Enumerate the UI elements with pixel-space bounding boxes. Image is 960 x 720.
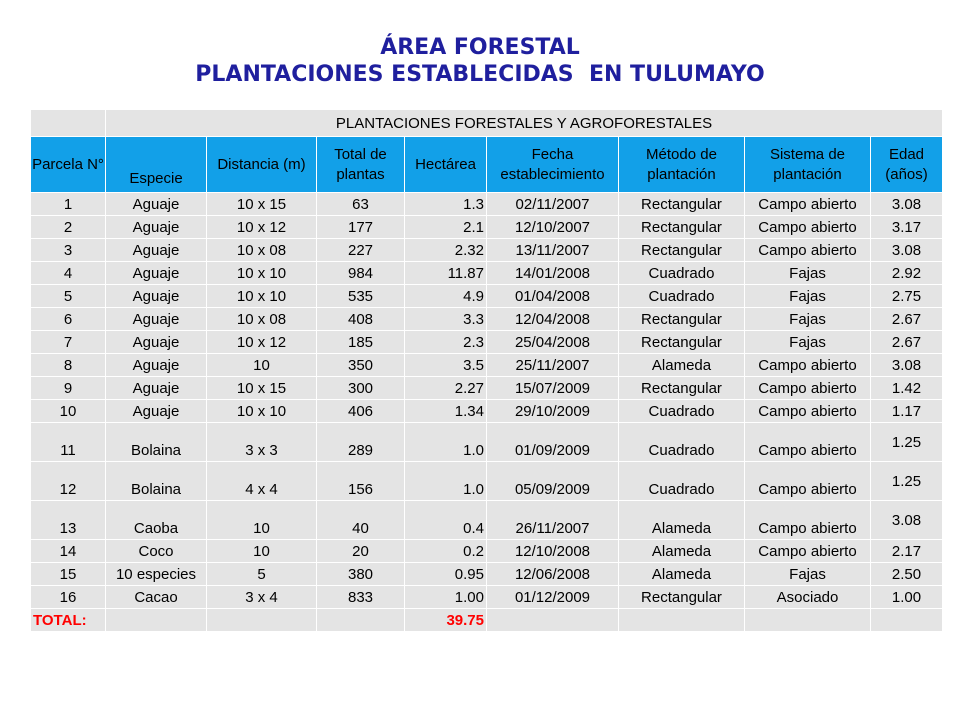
table-row (31, 216, 943, 239)
cell-sistema: Fajas (745, 563, 871, 586)
cell-edad: 2.17 (871, 540, 943, 563)
header-total-plantas: Total de plantas (317, 137, 405, 193)
total-label: TOTAL: (31, 609, 106, 632)
cell-metodo: Alameda (619, 563, 745, 586)
cell-edad: 1.17 (871, 400, 943, 423)
cell-fecha: 26/11/2007 (487, 501, 619, 540)
cell-total-plantas: 984 (317, 262, 405, 285)
cell-fecha: 15/07/2009 (487, 377, 619, 400)
cell-especie: Caoba (106, 501, 207, 540)
cell-parcela: 1 (31, 193, 106, 216)
cell-edad: 3.08 (871, 239, 943, 262)
total-empty-cell (207, 609, 317, 632)
plantations-table (30, 109, 943, 632)
header-sistema: Sistema de plantación (745, 137, 871, 193)
cell-especie: Bolaina (106, 462, 207, 501)
header-parcela: Parcela N° (31, 137, 106, 193)
cell-parcela: 11 (31, 423, 106, 462)
cell-hectarea: 1.0 (405, 462, 487, 501)
table-row (31, 193, 943, 216)
table-row (31, 354, 943, 377)
cell-metodo: Rectangular (619, 308, 745, 331)
cell-especie: Aguaje (106, 377, 207, 400)
cell-parcela: 12 (31, 462, 106, 501)
cell-fecha: 02/11/2007 (487, 193, 619, 216)
cell-distancia: 4 x 4 (207, 462, 317, 501)
header-distancia: Distancia (m) (207, 137, 317, 193)
table-row (31, 501, 943, 540)
cell-total-plantas: 380 (317, 563, 405, 586)
cell-sistema: Fajas (745, 262, 871, 285)
cell-total-plantas: 185 (317, 331, 405, 354)
cell-distancia: 10 x 15 (207, 377, 317, 400)
cell-parcela: 7 (31, 331, 106, 354)
cell-parcela: 6 (31, 308, 106, 331)
cell-metodo: Rectangular (619, 239, 745, 262)
table-row (31, 423, 943, 462)
cell-total-plantas: 63 (317, 193, 405, 216)
cell-fecha: 01/04/2008 (487, 285, 619, 308)
cell-hectarea: 4.9 (405, 285, 487, 308)
table-row (31, 285, 943, 308)
cell-especie: Aguaje (106, 354, 207, 377)
cell-total-plantas: 40 (317, 501, 405, 540)
cell-parcela: 5 (31, 285, 106, 308)
header-hectarea: Hectárea (405, 137, 487, 193)
cell-edad: 2.50 (871, 563, 943, 586)
cell-especie: Aguaje (106, 331, 207, 354)
cell-fecha: 12/06/2008 (487, 563, 619, 586)
cell-parcela: 10 (31, 400, 106, 423)
cell-distancia: 10 x 08 (207, 308, 317, 331)
cell-hectarea: 1.0 (405, 423, 487, 462)
cell-hectarea: 0.2 (405, 540, 487, 563)
cell-parcela: 13 (31, 501, 106, 540)
cell-especie: Coco (106, 540, 207, 563)
header-metodo: Método de plantación (619, 137, 745, 193)
cell-distancia: 10 (207, 540, 317, 563)
cell-edad: 1.25 (871, 462, 943, 501)
total-row (31, 609, 943, 632)
super-header: PLANTACIONES FORESTALES Y AGROFORESTALES (106, 110, 943, 137)
cell-sistema: Campo abierto (745, 423, 871, 462)
cell-distancia: 3 x 3 (207, 423, 317, 462)
header-edad: Edad (años) (871, 137, 943, 193)
cell-hectarea: 0.4 (405, 501, 487, 540)
header-especie: Especie (106, 137, 207, 193)
cell-metodo: Cuadrado (619, 285, 745, 308)
page-title (0, 34, 960, 88)
cell-metodo: Cuadrado (619, 462, 745, 501)
cell-total-plantas: 156 (317, 462, 405, 501)
cell-fecha: 05/09/2009 (487, 462, 619, 501)
cell-metodo: Alameda (619, 501, 745, 540)
cell-hectarea: 2.3 (405, 331, 487, 354)
cell-edad: 2.75 (871, 285, 943, 308)
cell-distancia: 5 (207, 563, 317, 586)
cell-hectarea: 2.27 (405, 377, 487, 400)
cell-especie: Cacao (106, 586, 207, 609)
cell-metodo: Rectangular (619, 216, 745, 239)
table-row (31, 308, 943, 331)
cell-distancia: 3 x 4 (207, 586, 317, 609)
cell-fecha: 12/10/2007 (487, 216, 619, 239)
cell-sistema: Asociado (745, 586, 871, 609)
cell-edad: 3.08 (871, 193, 943, 216)
cell-total-plantas: 20 (317, 540, 405, 563)
cell-hectarea: 11.87 (405, 262, 487, 285)
cell-metodo: Cuadrado (619, 400, 745, 423)
cell-especie: Aguaje (106, 400, 207, 423)
cell-edad: 3.08 (871, 501, 943, 540)
cell-fecha: 01/12/2009 (487, 586, 619, 609)
total-empty-cell (871, 609, 943, 632)
cell-total-plantas: 406 (317, 400, 405, 423)
cell-sistema: Campo abierto (745, 540, 871, 563)
cell-hectarea: 0.95 (405, 563, 487, 586)
cell-fecha: 29/10/2009 (487, 400, 619, 423)
cell-fecha: 12/04/2008 (487, 308, 619, 331)
cell-sistema: Campo abierto (745, 354, 871, 377)
cell-especie: Aguaje (106, 216, 207, 239)
title-line-1: ÁREA FORESTAL (380, 35, 580, 60)
cell-total-plantas: 833 (317, 586, 405, 609)
cell-edad: 2.92 (871, 262, 943, 285)
cell-total-plantas: 177 (317, 216, 405, 239)
cell-total-plantas: 408 (317, 308, 405, 331)
cell-sistema: Campo abierto (745, 193, 871, 216)
total-empty-cell (106, 609, 207, 632)
cell-sistema: Fajas (745, 285, 871, 308)
cell-hectarea: 1.00 (405, 586, 487, 609)
header-row (31, 137, 943, 193)
cell-distancia: 10 x 08 (207, 239, 317, 262)
cell-distancia: 10 x 15 (207, 193, 317, 216)
cell-parcela: 3 (31, 239, 106, 262)
cell-distancia: 10 (207, 501, 317, 540)
total-empty-cell (317, 609, 405, 632)
cell-metodo: Cuadrado (619, 262, 745, 285)
cell-hectarea: 2.1 (405, 216, 487, 239)
cell-metodo: Rectangular (619, 193, 745, 216)
cell-parcela: 9 (31, 377, 106, 400)
table-row (31, 377, 943, 400)
cell-edad: 1.00 (871, 586, 943, 609)
cell-fecha: 01/09/2009 (487, 423, 619, 462)
cell-distancia: 10 x 10 (207, 285, 317, 308)
cell-metodo: Rectangular (619, 586, 745, 609)
cell-sistema: Campo abierto (745, 239, 871, 262)
cell-hectarea: 3.5 (405, 354, 487, 377)
cell-edad: 2.67 (871, 331, 943, 354)
cell-edad: 3.08 (871, 354, 943, 377)
cell-especie: Aguaje (106, 262, 207, 285)
cell-distancia: 10 (207, 354, 317, 377)
cell-fecha: 13/11/2007 (487, 239, 619, 262)
cell-especie: Bolaina (106, 423, 207, 462)
cell-sistema: Campo abierto (745, 400, 871, 423)
cell-parcela: 8 (31, 354, 106, 377)
cell-hectarea: 2.32 (405, 239, 487, 262)
total-empty-cell (619, 609, 745, 632)
cell-sistema: Fajas (745, 308, 871, 331)
table-row (31, 331, 943, 354)
cell-sistema: Campo abierto (745, 377, 871, 400)
cell-hectarea: 1.3 (405, 193, 487, 216)
cell-distancia: 10 x 10 (207, 400, 317, 423)
cell-especie: Aguaje (106, 285, 207, 308)
cell-hectarea: 3.3 (405, 308, 487, 331)
cell-parcela: 16 (31, 586, 106, 609)
table-row (31, 400, 943, 423)
cell-total-plantas: 350 (317, 354, 405, 377)
cell-fecha: 12/10/2008 (487, 540, 619, 563)
cell-edad: 3.17 (871, 216, 943, 239)
cell-metodo: Alameda (619, 540, 745, 563)
cell-total-plantas: 289 (317, 423, 405, 462)
cell-distancia: 10 x 12 (207, 216, 317, 239)
cell-edad: 1.42 (871, 377, 943, 400)
cell-edad: 1.25 (871, 423, 943, 462)
cell-especie: 10 especies (106, 563, 207, 586)
cell-sistema: Campo abierto (745, 216, 871, 239)
cell-fecha: 14/01/2008 (487, 262, 619, 285)
title-line-2: PLANTACIONES ESTABLECIDAS EN TULUMAYO (195, 62, 765, 87)
cell-total-plantas: 227 (317, 239, 405, 262)
cell-distancia: 10 x 12 (207, 331, 317, 354)
cell-total-plantas: 300 (317, 377, 405, 400)
cell-parcela: 15 (31, 563, 106, 586)
cell-edad: 2.67 (871, 308, 943, 331)
cell-especie: Aguaje (106, 239, 207, 262)
cell-total-plantas: 535 (317, 285, 405, 308)
cell-sistema: Fajas (745, 331, 871, 354)
cell-sistema: Campo abierto (745, 501, 871, 540)
table-row (31, 563, 943, 586)
table-row (31, 540, 943, 563)
table-row (31, 462, 943, 501)
table-row (31, 262, 943, 285)
cell-metodo: Alameda (619, 354, 745, 377)
super-header-spacer (31, 110, 106, 137)
total-hectarea: 39.75 (405, 609, 487, 632)
header-fecha: Fecha establecimiento (487, 137, 619, 193)
total-empty-cell (487, 609, 619, 632)
cell-metodo: Rectangular (619, 331, 745, 354)
cell-especie: Aguaje (106, 308, 207, 331)
cell-fecha: 25/04/2008 (487, 331, 619, 354)
cell-distancia: 10 x 10 (207, 262, 317, 285)
cell-parcela: 4 (31, 262, 106, 285)
total-empty-cell (745, 609, 871, 632)
cell-metodo: Rectangular (619, 377, 745, 400)
cell-especie: Aguaje (106, 193, 207, 216)
cell-sistema: Campo abierto (745, 462, 871, 501)
cell-parcela: 2 (31, 216, 106, 239)
cell-hectarea: 1.34 (405, 400, 487, 423)
cell-fecha: 25/11/2007 (487, 354, 619, 377)
cell-metodo: Cuadrado (619, 423, 745, 462)
table-row (31, 586, 943, 609)
cell-parcela: 14 (31, 540, 106, 563)
table-row (31, 239, 943, 262)
